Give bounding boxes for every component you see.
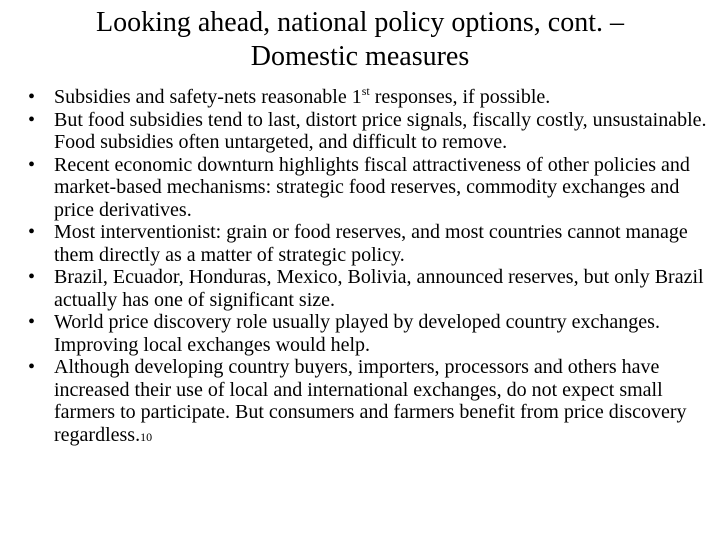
bullet-item [28, 356, 708, 448]
bullet-marker: • [28, 356, 36, 378]
bullet-marker: • [28, 221, 36, 243]
bullet-item [28, 86, 708, 109]
bullet-item [28, 311, 708, 356]
bullet-list [28, 86, 708, 448]
bullet-item [28, 266, 708, 311]
bullet-text: World price discovery role usually played by developed country exchanges. Improving local exchanges would help. [54, 311, 660, 356]
slide-title [0, 6, 720, 74]
bullet-text: Most interventionist: grain or food reserves, and most countries cannot manage them directly as a matter of strategic policy. [54, 221, 688, 266]
bullet-marker: • [28, 311, 36, 333]
title-line-1: Looking ahead, national policy options, cont. – [95, 7, 624, 38]
bullet-text: Although developing country buyers, importers, processors and others have increased their use of local and international exchanges, do not expect small farmers to participate. But consumers and farmers benefit from price discovery regardless. [54, 356, 687, 446]
bullet-marker: • [28, 86, 36, 108]
bullet-marker: • [28, 153, 36, 176]
bullet-text-part: responses, if possible. [369, 86, 551, 108]
bullet-marker: • [28, 108, 36, 131]
bullet-text: Brazil, Ecuador, Honduras, Mexico, Bolivia, announced reserves, but only Brazil actually has one of significant size. [54, 266, 704, 311]
title-line-2: Domestic measures [250, 41, 470, 72]
bullet-marker: • [28, 266, 36, 288]
bullet-text-part: Subsidies and safety-nets reasonable 1 [54, 86, 362, 108]
bullet-item [28, 221, 708, 266]
bullet-text: But food subsidies tend to last, distort price signals, fiscally costly, unsustainable. Food subsidies often untargeted, and difficult to remove. [54, 108, 707, 153]
bullet-item [28, 109, 708, 154]
bullet-item [28, 154, 708, 222]
bullet-text: Recent economic downturn highlights fiscal attractiveness of other policies and market-based mechanisms: strategic food reserves, commodity exchanges and price derivatives. [54, 153, 690, 221]
ordinal-suffix: st [361, 84, 370, 98]
page-number: 10 [140, 429, 153, 444]
